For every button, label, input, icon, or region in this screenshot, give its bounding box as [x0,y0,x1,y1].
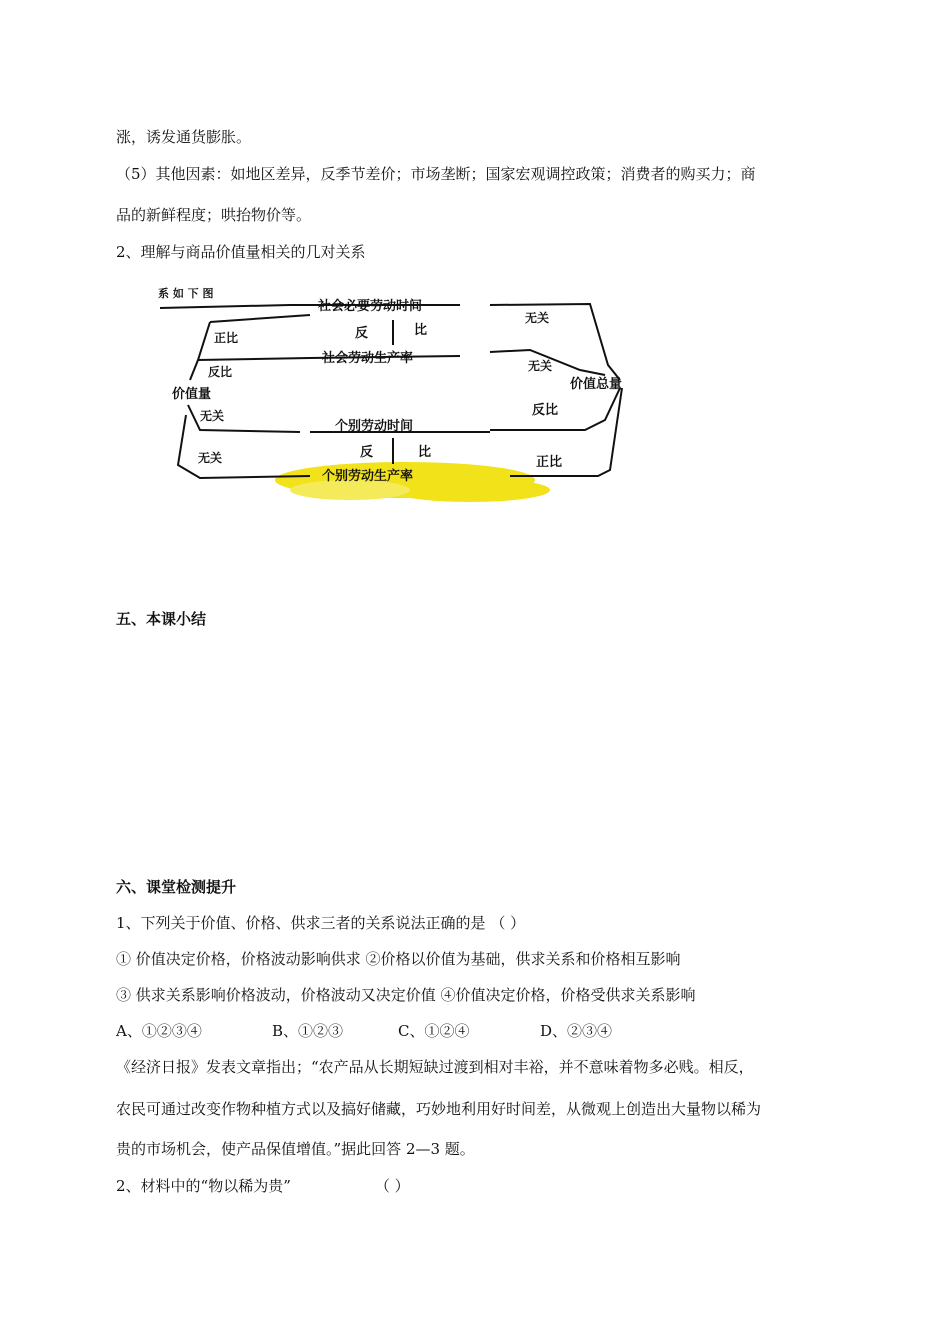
label-mid-center: 社会劳动生产率 [322,351,414,366]
option-b: B、①②③ [272,1022,344,1040]
paragraph-line: （5）其他因素：如地区差异，反季节差价；市场垄断；国家宏观调控政策；消费者的购买力；商 [116,165,756,183]
left-upper-bracket [190,322,210,380]
label-bottom-center: 个别劳动时间 [335,419,414,434]
right-zhengbi-line [510,388,622,476]
zhengbi-line [210,315,310,322]
option-d: D、②③④ [540,1022,613,1040]
value-relation-diagram [150,280,670,505]
label-right-wuguan1: 无关 [525,311,550,325]
label-right-wuguan2: 无关 [528,359,553,373]
material-line: 贵的市场机会，使产品保值增值。”据此回答 2—3 题。 [116,1140,475,1158]
question-1-statement-line: ③ 供求关系影响价格波动，价格波动又决定价值 ④价值决定价格，价格受供求关系影响 [116,986,696,1004]
answer-paren: （ ） [374,1177,410,1195]
label-inverse-top-left: 反 [355,326,369,341]
section-heading-test: 六、课堂检测提升 [116,878,237,896]
label-left-wuguan2: 无关 [198,451,223,465]
label-left-zhengbi: 正比 [214,331,239,345]
label-left-node: 价值量 [172,387,212,402]
material-line: 《经济日报》发表文章指出；“农产品从长期短缺过渡到相对丰裕，并不意味着物多必贱。相反， [116,1058,754,1076]
question-2-text: 2、材料中的“物以稀为贵” [116,1177,291,1195]
diagram-caption: 系 如 下 图 [158,287,214,300]
label-right-zhengbi: 正比 [536,455,563,470]
question-1-options [116,1021,612,1041]
diagram-svg [150,280,670,505]
paragraph-line: 品的新鲜程度；哄抬物价等。 [116,206,312,224]
label-inverse-bottom-left: 反 [360,445,374,460]
label-inverse-top-right: 比 [414,323,428,338]
label-inverse-bottom-right: 比 [418,445,432,460]
label-right-fanbi: 反比 [532,403,559,418]
question-1-statement-line: ① 价值决定价格，价格波动影响供求 ②价格以价值为基础，供求关系和价格相互影响 [116,950,681,968]
option-a: A、①②③④ [116,1022,202,1040]
label-left-fanbi: 反比 [208,365,233,379]
label-bottom2-center: 个别劳动生产率 [322,469,414,484]
label-right-node: 价值总量 [570,377,623,392]
question-2-stem [116,1176,410,1196]
right-upper-bracket [490,304,620,380]
section-heading-summary: 五、本课小结 [116,610,207,628]
material-line: 农民可通过改变作物种植方式以及搞好储藏，巧妙地利用好时间差，从微观上创造出大量物以稀为 [116,1100,762,1118]
paragraph-line: 涨，诱发通货膨胀。 [116,128,252,146]
option-c: C、①②④ [398,1022,470,1040]
paragraph-heading: 2、理解与商品价值量相关的几对关系 [116,243,366,261]
label-top-center: 社会必要劳动时间 [318,299,423,314]
question-1-stem: 1、下列关于价值、价格、供求三者的关系说法正确的是 （ ） [116,914,526,932]
label-left-wuguan1: 无关 [200,409,225,423]
